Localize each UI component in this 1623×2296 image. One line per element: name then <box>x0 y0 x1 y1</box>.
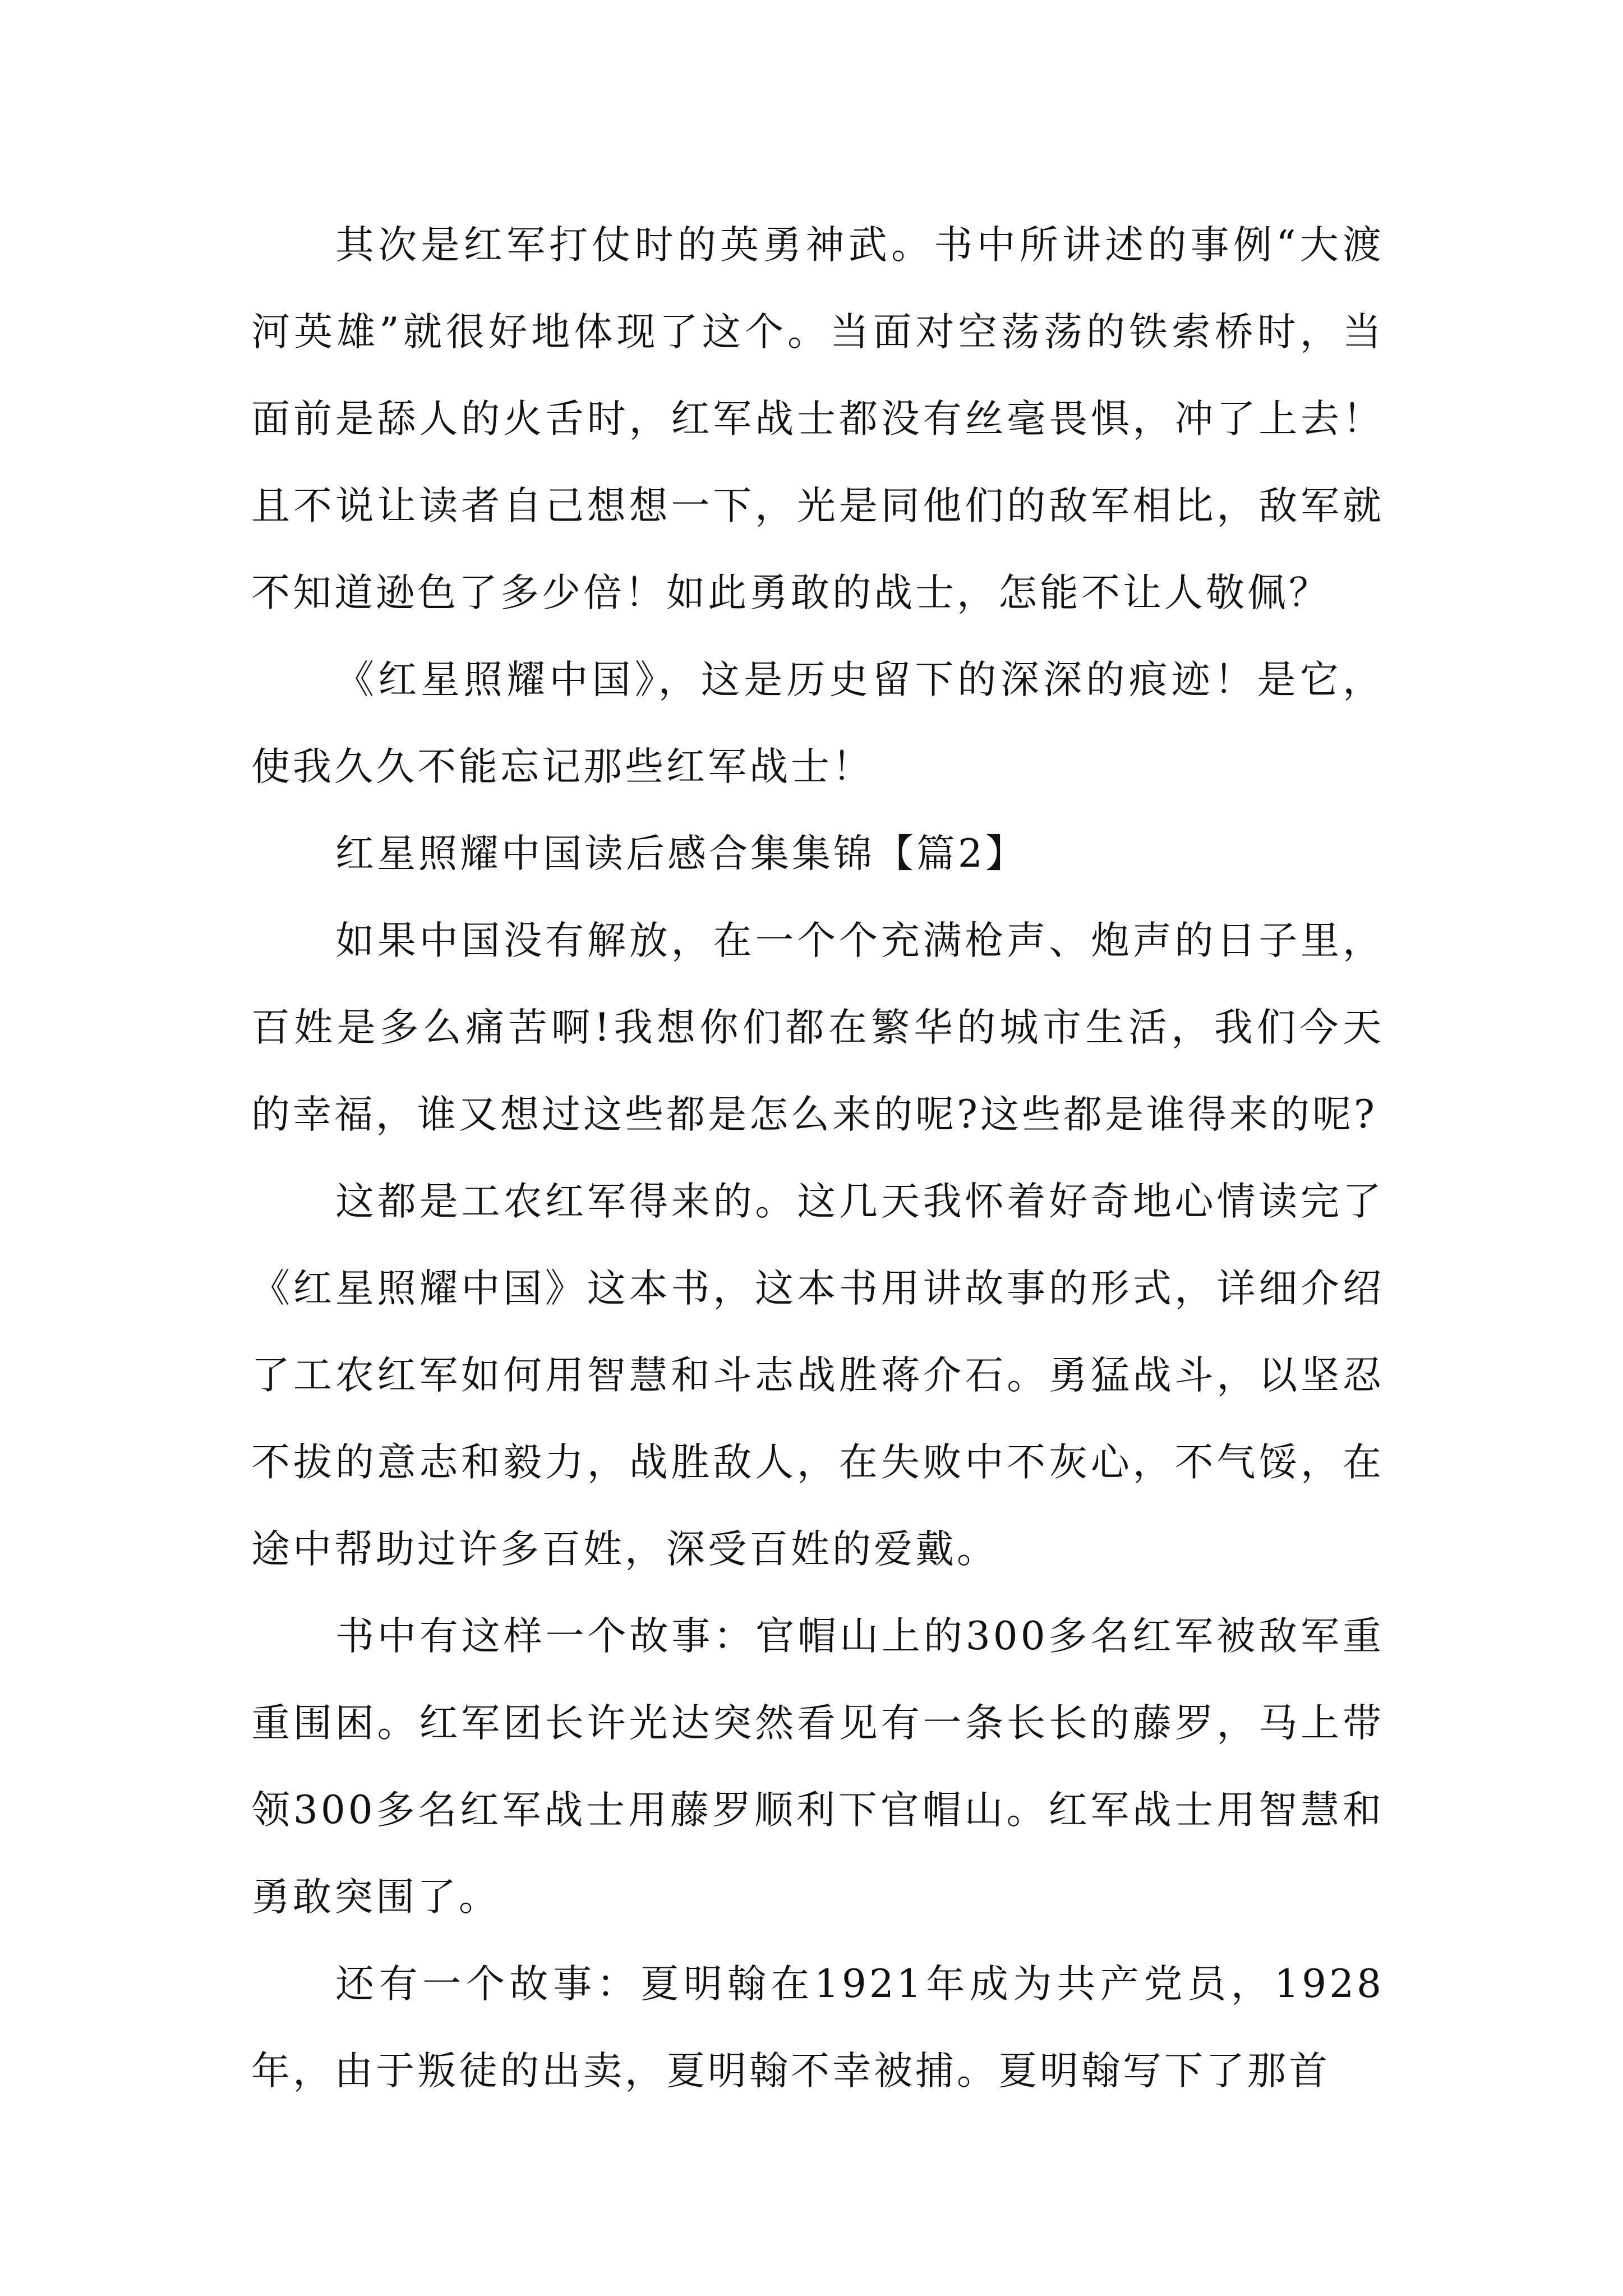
paragraph-xia-minghan-story: 还有一个故事：夏明翰在1921年成为共产党员，1928年，由于叛徒的出卖，夏明翰不幸被捕。夏明翰写下了那首 <box>251 1962 1384 2093</box>
paragraph-guanmao-mountain-story: 书中有这样一个故事：官帽山上的300多名红军被敌军重重围困。红军团长许光达突然看见有一条长长的藤罗，马上带领300多名红军战士用藤罗顺利下官帽山。红军战士用智慧和勇敢突围了。 <box>251 1614 1384 1920</box>
paragraph-book-legacy: 《红星照耀中国》，这是历史留下的深深的痕迹！是它，使我久久不能忘记那些红军战士！ <box>251 657 1384 789</box>
paragraph-red-army-bravery: 其次是红军打仗时的英勇神武。书中所讲述的事例“大渡河英雄”就很好地体现了这个。当面对空荡荡的铁索桥时，当面前是舔人的火舌时，红军战士都没有丝毫畏惧，冲了上去！且不说让读者自己想想一下，光是同他们的敌军相比，敌军就不知道逊色了多少倍！如此勇敢的战士，怎能不让人敬佩？ <box>251 223 1384 615</box>
document-body <box>251 202 1384 2115</box>
section-heading: 红星照耀中国读后感合集集锦【篇2】 <box>335 831 1027 876</box>
paragraph-workers-peasants-army: 这都是工农红军得来的。这几天我怀着好奇地心情读完了《红星照耀中国》这本书，这本书用讲故事的形式，详细介绍了工农红军如何用智慧和斗志战胜蒋介石。勇猛战斗，以坚忍不拔的意志和毅力，战胜敌人，在失败中不灰心，不气馁，在途中帮助过许多百姓，深受百姓的爱戴。 <box>251 1179 1384 1572</box>
paragraph-liberation: 如果中国没有解放，在一个个充满枪声、炮声的日子里，百姓是多么痛苦啊!我想你们都在繁华的城市生活，我们今天的幸福，谁又想过这些都是怎么来的呢?这些都是谁得来的呢? <box>251 918 1384 1137</box>
